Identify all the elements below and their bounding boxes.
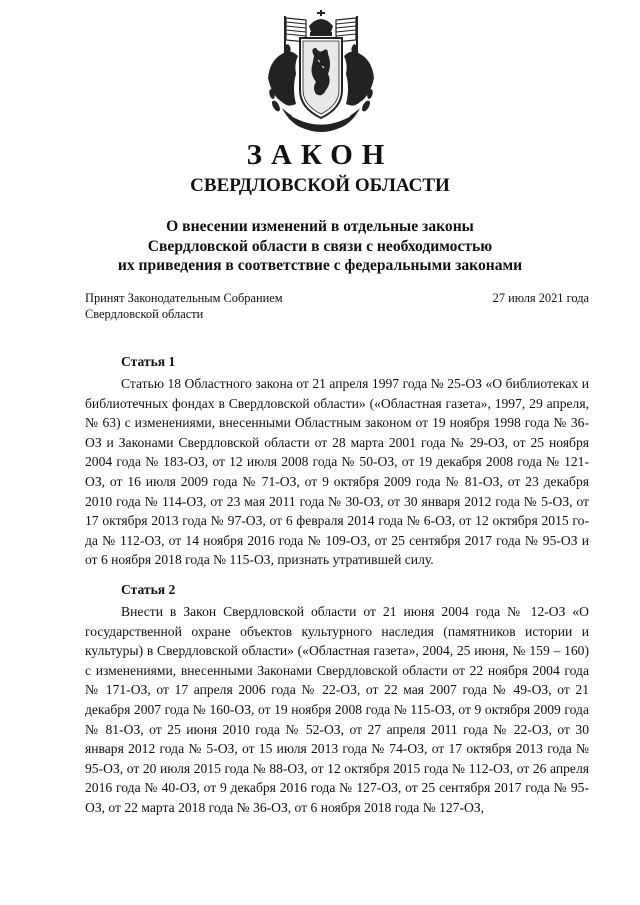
- law-title: ЗАКОН: [246, 139, 394, 171]
- article-heading: Статья 2: [121, 581, 176, 597]
- adopted-by-line: Свердловской области: [85, 307, 204, 321]
- law-subject-line: их приведения в соответствие с федеральными законами: [117, 257, 523, 274]
- coat-of-arms-icon: [262, 8, 380, 136]
- article-text: Статью 18 Областного закона от 21 апреля 1997 года № 25-ОЗ «О библиотеках и библиотечных фондах в Свердловской области» («Областная газета», 1997, 29 апреля, № 63) с изменениями, внесенными Областным законом от 19 ноября 1998 года № 36-ОЗ и Законами Свердловской области от 28 марта 2001 года № 29-ОЗ, от 25 ноября 2004 года № 183-ОЗ, от 12 июля 2008 года № 50-ОЗ, от 19 декабря 2008 года № 121-ОЗ, от 16 июля 2009 года № 71-ОЗ, от 9 октября 2009 года № 81-ОЗ, от 23 декабря 2010 года № 114-ОЗ, от 23 мая 2011 года № 30-ОЗ, от 30 января 2012 года № 5-ОЗ, от 17 октября 2013 года № 97-ОЗ, от 6 февраля 2014 года № 6-ОЗ, от 12 октября 2015 года № 112-ОЗ, от 14 ноября 2016 года № 109-ОЗ, от 25 сентября 2017 года № 95-ОЗ и от 6 ноября 2018 года № 115-ОЗ, признать утратившей силу.: [85, 376, 589, 568]
- law-region: СВЕРДЛОВСКОЙ ОБЛАСТИ: [190, 175, 450, 196]
- article-text: Внести в Закон Свердловской области от 21 июня 2004 года № 12-ОЗ «О государственной охране объектов культурного наследия (памятников истории и культуры) в Свердловской области» («Областная газета», 2004, 25 июня, № 159 – 160) с изменениями, внесенными Законами Свердловской области от 22 ноября 2004 года № 171-ОЗ, от 17 апреля 2006 года № 22-ОЗ, от 22 мая 2007 года № 49-ОЗ, от 21 декабря 2007 года № 160-ОЗ, от 19 ноября 2008 года № 115-ОЗ, от 9 октября 2009 года № 81-ОЗ, от 25 июня 2010 года № 52-ОЗ, от 27 апреля 2011 года № 22-ОЗ, от 30 января 2012 года № 5-ОЗ, от 15 июля 2013 года № 74-ОЗ, от 17 октября 2013 года № 95-ОЗ, от 20 июля 2015 года № 88-ОЗ, от 12 октября 2015 года № 112-ОЗ, от 26 апреля 2016 года № 40-ОЗ, от 9 декабря 2016 года № 127-ОЗ, от 25 сентября 2017 года № 95-ОЗ, от 22 марта 2018 года № 36-ОЗ, от 6 ноября 2018 года № 127-ОЗ,: [85, 603, 589, 815]
- law-subject-line: Свердловской области в связи с необходимостью: [147, 237, 493, 255]
- law-subject: [60, 217, 580, 276]
- law-subject-line: О внесении изменений в отдельные законы: [166, 218, 474, 235]
- law-body: [85, 352, 589, 817]
- adopted-by: [85, 290, 345, 322]
- article-heading: Статья 1: [121, 354, 176, 369]
- adopted-by-line: Принят Законодательным Собранием: [85, 291, 283, 305]
- adopted-date: 27 июля 2021 года: [492, 291, 589, 305]
